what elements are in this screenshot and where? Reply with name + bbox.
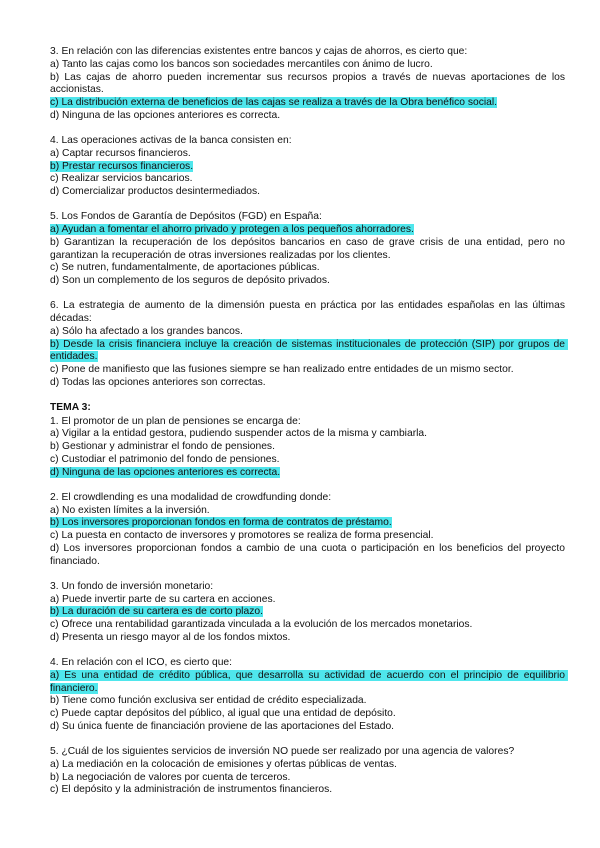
answer-option-text: b) La negociación de valores por cuenta de terceros.: [50, 771, 291, 783]
answer-option-text: c) Custodiar el patrimonio del fondo de pensiones.: [50, 454, 280, 466]
answer-option: [50, 71, 568, 98]
answer-option-text: b) Gestionar y administrar el fondo de pensiones.: [50, 441, 275, 453]
highlighted-answer-option: [50, 669, 568, 696]
question-text: 1. El promotor de un plan de pensiones se encarga de:: [50, 415, 301, 427]
answer-option: [50, 441, 565, 454]
answer-option-text: d) Ninguna de las opciones anteriores es correcta.: [50, 466, 281, 478]
answer-option: [50, 110, 565, 123]
answer-option: [50, 695, 565, 708]
document-page: [50, 46, 568, 809]
answer-option: [50, 275, 565, 288]
answer-option-text: a) Sólo ha afectado a los grandes bancos.: [50, 325, 243, 337]
answer-option-text: a) La mediación en la colocación de emisiones y ofertas públicas de ventas.: [50, 758, 397, 770]
answer-option-text: b) Prestar recursos financieros.: [50, 160, 194, 172]
question-text: 5. ¿Cuál de los siguientes servicios de inversión NO puede ser realizado por una agencia de valores?: [50, 745, 515, 757]
answer-option: [50, 759, 565, 772]
answer-option: [50, 632, 565, 645]
highlighted-answer-option: [50, 97, 565, 110]
answer-option-text: a) Puede invertir parte de su cartera en acciones.: [50, 593, 276, 605]
answer-option-text: d) Son un complemento de los seguros de depósito privados.: [50, 275, 330, 287]
question-text: 2. El crowdlending es una modalidad de crowdfunding donde:: [50, 491, 332, 503]
answer-option: [50, 721, 565, 734]
answer-option-text: a) Tanto las cajas como los bancos son sociedades mercantiles con ánimo de lucro.: [50, 58, 433, 70]
answer-option-text: c) El depósito y la administración de instrumentos financieros.: [50, 784, 333, 796]
answer-option: [50, 543, 568, 569]
answer-option: [50, 772, 565, 785]
question-text: 6. La estrategia de aumento de la dimensión puesta en práctica por las entidades españolas en las últimas décadas:: [50, 300, 568, 324]
question-block: [50, 416, 565, 480]
question-text: 4. En relación con el ICO, es cierto que:: [50, 656, 233, 668]
answer-option-text: a) Es una entidad de crédito pública, que desarrolla su actividad de acuerdo con el principio de equilibrio financiero.: [50, 669, 568, 694]
answer-option: [50, 619, 565, 632]
answer-option: [50, 428, 565, 441]
questions-part-b: [50, 415, 568, 797]
question-block: [50, 46, 568, 123]
question-text: 3. En relación con las diferencias existentes entre bancos y cajas de ahorros, es cierto que:: [50, 46, 468, 57]
answer-option: [50, 454, 565, 467]
questions-part-a: [50, 46, 568, 390]
answer-option: [50, 59, 565, 72]
answer-option: [50, 377, 565, 390]
answer-option: [50, 148, 565, 161]
question-block: [50, 581, 565, 645]
answer-option-text: c) Puede captar depósitos del público, al igual que una entidad de depósito.: [50, 708, 396, 720]
question-text: 4. Las operaciones activas de la banca consisten en:: [50, 134, 292, 146]
answer-option-text: c) La distribución externa de beneficios de las cajas se realiza a través de la Obra benéfico social.: [50, 97, 498, 109]
answer-option-text: d) Los inversores proporcionan fondos a cambio de una cuota o participación en los beneficios del proyecto financiado.: [50, 543, 568, 567]
highlighted-answer-option: [50, 338, 568, 365]
answer-option: [50, 173, 565, 186]
question-block: [50, 491, 568, 569]
answer-option-text: b) Tiene como función exclusiva ser entidad de crédito especializada.: [50, 695, 367, 707]
question-block: [50, 211, 568, 288]
answer-option-text: c) Realizar servicios bancarios.: [50, 173, 193, 185]
answer-option-text: c) Se nutren, fundamentalmente, de aportaciones públicas.: [50, 262, 320, 274]
highlighted-answer-option: [50, 517, 565, 530]
answer-option-text: a) Vigilar a la entidad gestora, pudiendo suspender actos de la misma y cambiarla.: [50, 428, 428, 440]
answer-option: [50, 326, 565, 339]
highlighted-answer-option: [50, 467, 565, 480]
answer-option-text: c) Pone de manifiesto que las fusiones siempre se han realizado entre entidades de un mismo sector.: [50, 364, 514, 376]
answer-option-text: d) Todas las opciones anteriores son correctas.: [50, 376, 266, 388]
answer-option-text: b) Los inversores proporcionan fondos en forma de contratos de préstamo.: [50, 517, 392, 529]
answer-option: [50, 236, 568, 263]
answer-option: [50, 505, 565, 518]
answer-option-text: c) Ofrece una rentabilidad garantizada vinculada a la evolución de los mercados monetarios.: [50, 619, 473, 631]
section-heading: TEMA 3:: [50, 401, 91, 413]
answer-option-text: b) Desde la crisis financiera incluye la creación de sistemas institucionales de protección (SIP) por grupos de entidades.: [50, 338, 568, 363]
highlighted-answer-option: [50, 224, 565, 237]
answer-option: [50, 364, 565, 377]
answer-option-text: d) Ninguna de las opciones anteriores es correcta.: [50, 109, 281, 121]
question-block: [50, 656, 568, 734]
answer-option: [50, 186, 565, 199]
answer-option: [50, 594, 565, 607]
answer-option: [50, 530, 565, 543]
answer-option-text: a) Captar recursos financieros.: [50, 147, 191, 159]
question-block: [50, 135, 565, 199]
question-block: [50, 746, 565, 797]
highlighted-answer-option: [50, 606, 565, 619]
answer-option-text: a) No existen límites a la inversión.: [50, 504, 210, 516]
answer-option-text: d) Comercializar productos desintermediados.: [50, 186, 261, 198]
question-text: 3. Un fondo de inversión monetario:: [50, 580, 214, 592]
question-text: 5. Los Fondos de Garantía de Depósitos (FGD) en España:: [50, 211, 322, 223]
answer-option-text: a) Ayudan a fomentar el ahorro privado y protegen a los pequeños ahorradores.: [50, 223, 414, 235]
answer-option: [50, 784, 565, 797]
highlighted-answer-option: [50, 161, 565, 174]
answer-option-text: c) La puesta en contacto de inversores y promotores se realiza de forma presencial.: [50, 530, 434, 542]
answer-option-text: b) Garantizan la recuperación de los depósitos bancarios en caso de grave crisis de una entidad, pero no garantizan la recuperación de otras inversiones realizadas por los clientes.: [50, 236, 568, 261]
answer-option-text: d) Presenta un riesgo mayor al de los fondos mixtos.: [50, 632, 291, 643]
answer-option: [50, 708, 565, 721]
question-block: [50, 300, 568, 390]
answer-option-text: d) Su única fuente de financiación proviene de las aportaciones del Estado.: [50, 720, 395, 732]
answer-option-text: b) La duración de su cartera es de corto plazo.: [50, 606, 263, 618]
answer-option-text: b) Las cajas de ahorro pueden incrementar sus recursos propios a través de nuevas aportaciones de los accionistas.: [50, 71, 568, 96]
answer-option: [50, 262, 565, 275]
